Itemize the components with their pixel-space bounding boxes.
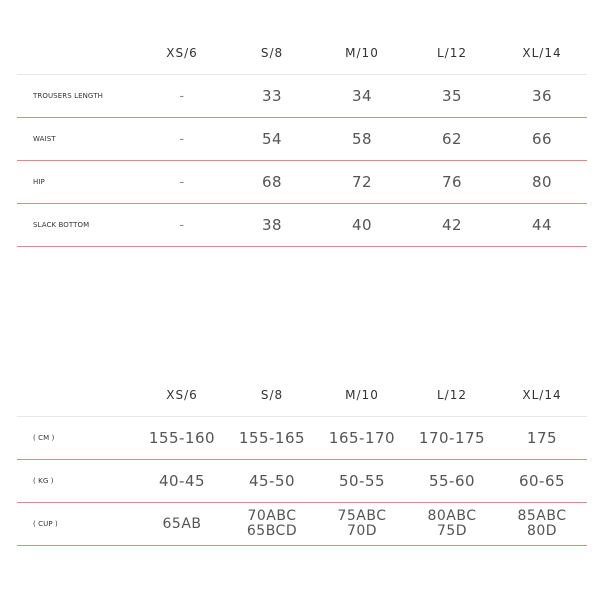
trousers-size-table <box>17 32 587 247</box>
cell-value <box>317 509 407 539</box>
table-row <box>17 118 587 161</box>
body-measurement-table <box>17 374 587 546</box>
table-row <box>17 204 587 247</box>
cup-size-line: 75ABC <box>337 508 387 524</box>
cell-value: - <box>179 131 185 147</box>
row-label: SLACK BOTTOM <box>33 221 90 229</box>
cell-value <box>137 517 227 532</box>
cell-value: 68 <box>261 173 283 191</box>
cell-value: 72 <box>351 173 373 191</box>
table-row <box>17 460 587 503</box>
cup-size-line: 75D <box>436 523 468 539</box>
size-header: M/10 <box>345 46 379 60</box>
cell-value: 155-165 <box>238 429 306 447</box>
cell-value: - <box>179 88 185 104</box>
table-row <box>17 161 587 204</box>
cell-value: 80 <box>531 173 553 191</box>
cell-value: 165-170 <box>328 429 396 447</box>
cup-size-line: 65BCD <box>246 523 298 539</box>
cell-value: 33 <box>261 87 283 105</box>
cell-value: 40 <box>351 216 373 234</box>
table-row <box>17 503 587 546</box>
size-header: L/12 <box>437 388 467 402</box>
size-header: L/12 <box>437 46 467 60</box>
cell-value <box>227 509 317 539</box>
table-row <box>17 417 587 460</box>
cell-value: 155-160 <box>148 429 216 447</box>
cell-value: 54 <box>261 130 283 148</box>
cell-value: 50-55 <box>338 472 386 490</box>
cell-value: 66 <box>531 130 553 148</box>
cell-value: 175 <box>526 429 558 447</box>
cell-value: 34 <box>351 87 373 105</box>
cell-value: 60-65 <box>518 472 566 490</box>
cell-value: 58 <box>351 130 373 148</box>
cell-value: 45-50 <box>248 472 296 490</box>
cell-value: 76 <box>441 173 463 191</box>
cell-value: 35 <box>441 87 463 105</box>
cell-value: 55-60 <box>428 472 476 490</box>
size-header: S/8 <box>260 46 284 60</box>
cell-value <box>497 509 587 539</box>
row-label: ( KG ) <box>33 477 54 485</box>
size-header: XL/14 <box>522 388 562 402</box>
cup-size-line: 70D <box>346 523 378 539</box>
row-label: ( CM ) <box>33 434 55 442</box>
cell-value: - <box>179 217 185 233</box>
size-header: XS/6 <box>166 388 198 402</box>
cup-size-line: 80ABC <box>427 508 477 524</box>
cup-size-line: 70ABC <box>247 508 297 524</box>
size-header: XL/14 <box>522 46 562 60</box>
cup-size-line: 85ABC <box>517 508 567 524</box>
cell-value: 44 <box>531 216 553 234</box>
cell-value: 40-45 <box>158 472 206 490</box>
size-header-row <box>17 374 587 417</box>
size-header: M/10 <box>345 388 379 402</box>
cell-value: 38 <box>261 216 283 234</box>
cell-value: 42 <box>441 216 463 234</box>
row-label: ( CUP ) <box>33 520 58 528</box>
size-header-row <box>17 32 587 75</box>
cell-value: 170-175 <box>418 429 486 447</box>
row-label: WAIST <box>33 135 56 143</box>
cell-value <box>407 509 497 539</box>
cup-size-line: 80D <box>526 523 558 539</box>
cell-value: 36 <box>531 87 553 105</box>
cell-value: 62 <box>441 130 463 148</box>
cell-value: - <box>179 174 185 190</box>
row-label: TROUSERS LENGTH <box>33 92 103 100</box>
size-header: XS/6 <box>166 46 198 60</box>
table-row <box>17 75 587 118</box>
size-header: S/8 <box>260 388 284 402</box>
row-label: HIP <box>33 178 45 186</box>
cup-size-line: 65AB <box>162 515 202 532</box>
